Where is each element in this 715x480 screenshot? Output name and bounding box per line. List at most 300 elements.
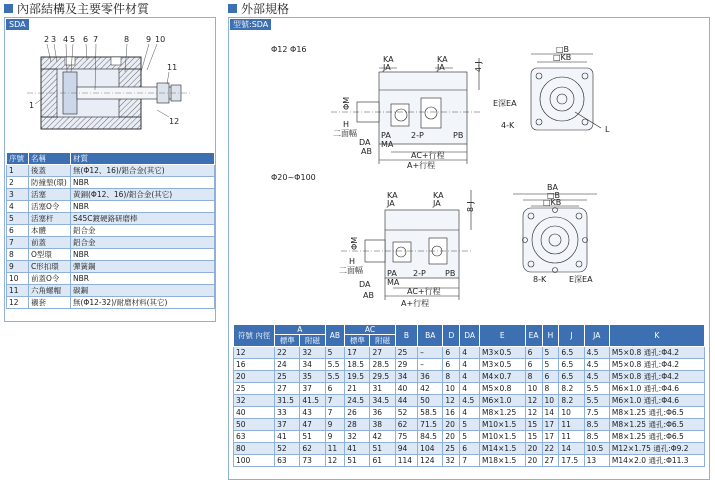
label-l: L bbox=[605, 125, 610, 134]
table-header-row bbox=[7, 153, 215, 165]
table-cell: 12 bbox=[443, 395, 460, 407]
callout-5: 5 bbox=[70, 35, 76, 44]
table-row bbox=[7, 297, 215, 309]
label-ac-stroke: AC+行程 bbox=[411, 151, 445, 160]
label-pa: PA bbox=[381, 131, 391, 140]
callout-11: 11 bbox=[167, 63, 178, 72]
table-cell: 6.5 bbox=[559, 371, 584, 383]
label-4-k: 4-K bbox=[501, 121, 515, 130]
table-cell: M10×1.5 bbox=[479, 431, 525, 443]
callout-7: 7 bbox=[93, 35, 99, 44]
table-cell: 4.5 bbox=[584, 371, 609, 383]
part-number: 7 bbox=[7, 237, 29, 249]
table-cell: 71.5 bbox=[418, 419, 443, 431]
table-cell: 28.5 bbox=[370, 359, 395, 371]
table-cell: – bbox=[418, 359, 443, 371]
table-cell: 26 bbox=[345, 407, 370, 419]
label-pa-2: PA bbox=[387, 269, 397, 278]
header-name: 名稱 bbox=[29, 153, 71, 165]
table-cell: 32 bbox=[300, 347, 325, 359]
callout-1: 1 bbox=[29, 101, 35, 110]
label-h: H bbox=[343, 120, 350, 129]
label-ja-3: JA bbox=[387, 199, 395, 208]
header-ja: JA bbox=[584, 325, 609, 347]
table-cell: M5×0.8 通孔:Φ4.2 bbox=[609, 347, 704, 359]
part-material: 鋁合金 bbox=[71, 225, 215, 237]
callout-10: 10 bbox=[155, 35, 166, 44]
table-cell: 124 bbox=[418, 455, 443, 467]
table-row bbox=[7, 177, 215, 189]
table-cell: 37 bbox=[275, 419, 300, 431]
header-d: D bbox=[443, 325, 460, 347]
table-cell: 47 bbox=[300, 419, 325, 431]
part-name: 後蓋 bbox=[29, 165, 71, 177]
section-title-external-spec bbox=[228, 1, 289, 15]
table-cell: 17 bbox=[542, 419, 559, 431]
part-name: 六角螺帽 bbox=[29, 285, 71, 297]
table-cell: 11 bbox=[559, 431, 584, 443]
table-cell: M3×0.5 bbox=[479, 347, 525, 359]
table-cell: M8×1.25 bbox=[479, 407, 525, 419]
table-cell: 8.2 bbox=[559, 383, 584, 395]
table-cell: 6 bbox=[525, 347, 542, 359]
table-cell: 29.5 bbox=[370, 371, 395, 383]
table-cell: 10 bbox=[443, 383, 460, 395]
table-cell: M14×1.5 bbox=[479, 443, 525, 455]
table-row bbox=[7, 225, 215, 237]
subheader-ac-standard: 標準 bbox=[345, 335, 370, 347]
model-tag: SDA bbox=[6, 19, 29, 30]
table-cell: 36 bbox=[418, 371, 443, 383]
table-cell: 8 bbox=[542, 383, 559, 395]
table-row bbox=[234, 395, 705, 407]
section-title-internal-structure bbox=[4, 1, 149, 15]
header-b: B bbox=[395, 325, 417, 347]
table-row bbox=[7, 261, 215, 273]
table-cell: 33 bbox=[275, 407, 300, 419]
table-cell: 51 bbox=[300, 431, 325, 443]
table-cell: 10 bbox=[542, 395, 559, 407]
callout-6: 6 bbox=[83, 35, 89, 44]
header-e: E bbox=[479, 325, 525, 347]
table-cell: 28 bbox=[345, 419, 370, 431]
label-sq-kb: □KB bbox=[553, 53, 572, 62]
table-cell: 5 bbox=[542, 347, 559, 359]
part-name: 襯套 bbox=[29, 297, 71, 309]
table-cell: 5.5 bbox=[584, 383, 609, 395]
table-cell: 5.5 bbox=[584, 395, 609, 407]
label-8-j: 8-J bbox=[466, 201, 475, 212]
table-cell: 4.5 bbox=[584, 359, 609, 371]
part-number: 3 bbox=[7, 189, 29, 201]
section-square-icon bbox=[4, 4, 13, 13]
table-cell: 10 bbox=[559, 407, 584, 419]
table-cell: 51 bbox=[370, 443, 395, 455]
header-a: A bbox=[275, 325, 325, 335]
part-number: 11 bbox=[7, 285, 29, 297]
table-cell: 24 bbox=[275, 359, 300, 371]
table-cell: 18.5 bbox=[345, 359, 370, 371]
table-cell: 8.5 bbox=[584, 419, 609, 431]
header-da: DA bbox=[460, 325, 480, 347]
table-cell: M10×1.5 bbox=[479, 419, 525, 431]
table-cell: 5.5 bbox=[325, 371, 345, 383]
table-cell: 12 bbox=[325, 455, 345, 467]
table-cell: 17 bbox=[542, 431, 559, 443]
table-cell: M6×1.0 bbox=[479, 395, 525, 407]
section-title-text: 內部結構及主要零件材質 bbox=[17, 1, 150, 16]
label-ka-2: KA bbox=[437, 55, 448, 64]
table-cell: 9 bbox=[325, 419, 345, 431]
table-cell: 41.5 bbox=[300, 395, 325, 407]
table-cell: 37 bbox=[300, 383, 325, 395]
part-number: 10 bbox=[7, 273, 29, 285]
table-cell: 19.5 bbox=[345, 371, 370, 383]
table-cell: 9 bbox=[325, 431, 345, 443]
part-material: NBR bbox=[71, 249, 215, 261]
dimension-spec-table bbox=[233, 324, 705, 467]
table-cell: 12 bbox=[525, 395, 542, 407]
part-name: 活塞 bbox=[29, 189, 71, 201]
table-cell: 20 bbox=[443, 431, 460, 443]
table-row bbox=[234, 431, 705, 443]
label-pb: PB bbox=[453, 131, 464, 140]
table-row bbox=[7, 201, 215, 213]
model-tag: 型號:SDA bbox=[230, 19, 271, 30]
label-ba: BA bbox=[547, 183, 558, 192]
label-phi-m-2: ΦM bbox=[350, 236, 359, 250]
table-cell: 27 bbox=[275, 383, 300, 395]
table-cell: 43 bbox=[300, 407, 325, 419]
table-cell: 51 bbox=[345, 455, 370, 467]
table-row bbox=[7, 213, 215, 225]
label-ka-4: KA bbox=[433, 191, 444, 200]
label-sq-b-2: □B bbox=[547, 191, 561, 200]
part-number: 9 bbox=[7, 261, 29, 273]
table-cell: 73 bbox=[300, 455, 325, 467]
table-cell: 20 bbox=[443, 419, 460, 431]
table-cell: 6 bbox=[460, 443, 480, 455]
table-cell: 5 bbox=[460, 431, 480, 443]
header-symbol-bore: 符號 內徑 bbox=[234, 325, 275, 347]
table-cell: 14 bbox=[542, 407, 559, 419]
label-small-bore: Φ12 Φ16 bbox=[271, 45, 307, 54]
table-cell: 20 bbox=[234, 371, 275, 383]
table-cell: 5 bbox=[460, 419, 480, 431]
callout-8: 8 bbox=[124, 35, 130, 44]
table-cell: 25 bbox=[395, 347, 417, 359]
table-cell: 6 bbox=[542, 371, 559, 383]
table-cell: 36 bbox=[370, 407, 395, 419]
table-cell: 27 bbox=[370, 347, 395, 359]
table-cell: M8×1.25 通孔:Φ6.5 bbox=[609, 419, 704, 431]
label-h-2: H bbox=[349, 257, 356, 266]
table-cell: M3×0.5 bbox=[479, 359, 525, 371]
label-ac-stroke-2: AC+行程 bbox=[407, 287, 441, 296]
table-cell: 7 bbox=[460, 455, 480, 467]
external-spec-panel bbox=[228, 17, 710, 480]
table-cell: 104 bbox=[418, 443, 443, 455]
part-material: 無(Φ12、16)/鋁合金(其它) bbox=[71, 165, 215, 177]
subheader-a-standard: 標準 bbox=[275, 335, 300, 347]
header-material: 材質 bbox=[71, 153, 215, 165]
table-cell: 42 bbox=[370, 431, 395, 443]
label-ab-2: AB bbox=[363, 291, 374, 300]
table-row bbox=[234, 383, 705, 395]
table-cell: M8×1.25 通孔:Φ6.5 bbox=[609, 407, 704, 419]
part-number: 8 bbox=[7, 249, 29, 261]
table-cell: 6 bbox=[525, 359, 542, 371]
callout-12: 12 bbox=[169, 117, 180, 126]
table-cell: 31.5 bbox=[275, 395, 300, 407]
header-ab: AB bbox=[325, 325, 345, 347]
table-cell: 4 bbox=[460, 347, 480, 359]
table-cell: M18×1.5 bbox=[479, 455, 525, 467]
table-row bbox=[234, 443, 705, 455]
table-row bbox=[7, 285, 215, 297]
table-cell: 8.2 bbox=[559, 395, 584, 407]
table-cell: 41 bbox=[345, 443, 370, 455]
label-ma: MA bbox=[381, 140, 394, 149]
label-e-depth-2: E深EA bbox=[569, 275, 593, 284]
label-a-stroke-2: A+行程 bbox=[401, 299, 430, 308]
table-cell: 4 bbox=[460, 407, 480, 419]
label-large-bore: Φ20~Φ100 bbox=[271, 173, 316, 182]
table-row bbox=[7, 249, 215, 261]
table-cell: 6.5 bbox=[559, 347, 584, 359]
table-cell: 6.5 bbox=[559, 359, 584, 371]
table-cell: 52 bbox=[395, 407, 417, 419]
table-cell: 15 bbox=[525, 419, 542, 431]
table-cell: M12×1.75 通孔:Φ9.2 bbox=[609, 443, 704, 455]
label-4-j: 4-J bbox=[474, 61, 483, 72]
table-cell: 6 bbox=[443, 359, 460, 371]
table-cell: 8 bbox=[525, 371, 542, 383]
table-cell: M5×0.8 bbox=[479, 383, 525, 395]
table-cell: 44 bbox=[395, 395, 417, 407]
label-da-2: DA bbox=[359, 280, 371, 289]
label-ja-4: JA bbox=[433, 199, 441, 208]
table-cell: 16 bbox=[234, 359, 275, 371]
header-h: H bbox=[542, 325, 559, 347]
callout-2: 2 bbox=[44, 35, 50, 44]
part-name: 防撞墊(環) bbox=[29, 177, 71, 189]
label-two-face: 二面幅 bbox=[333, 129, 357, 138]
part-material: NBR bbox=[71, 177, 215, 189]
table-cell: 20 bbox=[525, 443, 542, 455]
subheader-ac-magnetic: 附磁 bbox=[370, 335, 395, 347]
table-cell: 5.5 bbox=[325, 359, 345, 371]
cylinder-cross-section-drawing bbox=[7, 32, 213, 152]
table-row bbox=[7, 237, 215, 249]
table-cell: 17 bbox=[345, 347, 370, 359]
label-two-face-2: 二面幅 bbox=[339, 266, 363, 275]
table-cell: 63 bbox=[234, 431, 275, 443]
table-cell: 40 bbox=[234, 407, 275, 419]
dimension-drawings bbox=[231, 32, 707, 334]
table-cell: 25 bbox=[234, 383, 275, 395]
part-name: 前蓋O令 bbox=[29, 273, 71, 285]
table-header-row bbox=[234, 325, 705, 335]
table-cell: 94 bbox=[395, 443, 417, 455]
table-cell: 17.5 bbox=[559, 455, 584, 467]
table-row bbox=[234, 455, 705, 467]
table-cell: 34.5 bbox=[370, 395, 395, 407]
section-square-icon bbox=[228, 4, 237, 13]
table-cell: – bbox=[418, 347, 443, 359]
table-cell: 11 bbox=[559, 419, 584, 431]
header-no: 序號 bbox=[7, 153, 29, 165]
part-name: O型環 bbox=[29, 249, 71, 261]
label-ja-2: JA bbox=[437, 63, 445, 72]
label-sq-kb-2: □KB bbox=[543, 198, 562, 207]
part-number: 4 bbox=[7, 201, 29, 213]
header-j: J bbox=[559, 325, 584, 347]
table-cell: 29 bbox=[395, 359, 417, 371]
table-cell: 42 bbox=[418, 383, 443, 395]
label-ka-3: KA bbox=[387, 191, 398, 200]
table-cell: 5 bbox=[542, 359, 559, 371]
part-name: 本體 bbox=[29, 225, 71, 237]
part-number: 5 bbox=[7, 213, 29, 225]
label-ja-1: JA bbox=[383, 63, 391, 72]
table-cell: 80 bbox=[234, 443, 275, 455]
table-cell: 14 bbox=[559, 443, 584, 455]
table-row bbox=[234, 407, 705, 419]
table-row bbox=[7, 165, 215, 177]
table-cell: 40 bbox=[395, 383, 417, 395]
table-cell: 8.5 bbox=[584, 431, 609, 443]
part-material: 無(Φ12-32)/耐磨材料(其它) bbox=[71, 297, 215, 309]
table-cell: 63 bbox=[275, 455, 300, 467]
table-cell: 58.5 bbox=[418, 407, 443, 419]
table-cell: 5 bbox=[325, 347, 345, 359]
table-cell: M6×1.0 通孔:Φ4.6 bbox=[609, 395, 704, 407]
table-cell: 34 bbox=[395, 371, 417, 383]
table-cell: 7 bbox=[325, 395, 345, 407]
callout-9: 9 bbox=[146, 35, 152, 44]
callout-3: 3 bbox=[51, 35, 57, 44]
table-cell: 12 bbox=[525, 407, 542, 419]
label-a-stroke: A+行程 bbox=[407, 161, 436, 170]
header-k: K bbox=[609, 325, 704, 347]
table-cell: 38 bbox=[370, 419, 395, 431]
table-cell: 7 bbox=[325, 407, 345, 419]
table-row bbox=[234, 347, 705, 359]
table-cell: 32 bbox=[234, 395, 275, 407]
internal-structure-panel bbox=[4, 17, 216, 322]
table-cell: 12 bbox=[234, 347, 275, 359]
table-cell: 100 bbox=[234, 455, 275, 467]
table-cell: 22 bbox=[275, 347, 300, 359]
header-ba: BA bbox=[418, 325, 443, 347]
table-cell: 21 bbox=[345, 383, 370, 395]
parts-material-table bbox=[6, 152, 215, 309]
table-cell: 8 bbox=[443, 371, 460, 383]
callout-4: 4 bbox=[63, 35, 69, 44]
table-cell: 75 bbox=[395, 431, 417, 443]
table-row bbox=[234, 371, 705, 383]
table-cell: 114 bbox=[395, 455, 417, 467]
table-cell: 10.5 bbox=[584, 443, 609, 455]
table-cell: 50 bbox=[234, 419, 275, 431]
label-sq-b: □B bbox=[556, 45, 570, 54]
table-cell: 41 bbox=[275, 431, 300, 443]
table-cell: 34 bbox=[300, 359, 325, 371]
table-cell: 20 bbox=[525, 455, 542, 467]
table-cell: 4.5 bbox=[460, 395, 480, 407]
table-cell: 7.5 bbox=[584, 407, 609, 419]
table-row bbox=[7, 273, 215, 285]
header-ac: AC bbox=[345, 325, 395, 335]
table-row bbox=[234, 359, 705, 371]
subheader-a-magnetic: 附磁 bbox=[300, 335, 325, 347]
table-cell: 84.5 bbox=[418, 431, 443, 443]
table-cell: 4.5 bbox=[584, 347, 609, 359]
table-cell: 4 bbox=[460, 383, 480, 395]
label-2-p-2: 2-P bbox=[413, 269, 426, 278]
part-number: 2 bbox=[7, 177, 29, 189]
table-cell: 22 bbox=[542, 443, 559, 455]
table-cell: 27 bbox=[542, 455, 559, 467]
section-title-text: 外部規格 bbox=[241, 1, 290, 16]
part-material: 鋁合金 bbox=[71, 237, 215, 249]
part-material: 碳鋼 bbox=[71, 285, 215, 297]
table-cell: M8×1.25 通孔:Φ6.5 bbox=[609, 431, 704, 443]
label-ma-2: MA bbox=[387, 278, 400, 287]
label-pb-2: PB bbox=[445, 269, 456, 278]
part-name: 前蓋 bbox=[29, 237, 71, 249]
table-cell: 16 bbox=[443, 407, 460, 419]
table-row bbox=[234, 419, 705, 431]
part-name: 活塞杆 bbox=[29, 213, 71, 225]
table-cell: 4 bbox=[460, 359, 480, 371]
table-cell: 31 bbox=[370, 383, 395, 395]
table-cell: 35 bbox=[300, 371, 325, 383]
part-material: 彈簧鋼 bbox=[71, 261, 215, 273]
table-cell: 52 bbox=[275, 443, 300, 455]
part-material: 黃銅(Φ12、16)/鋁合金(其它) bbox=[71, 189, 215, 201]
label-da: DA bbox=[359, 138, 371, 147]
table-cell: 62 bbox=[300, 443, 325, 455]
table-cell: M5×0.8 通孔:Φ4.2 bbox=[609, 371, 704, 383]
table-cell: 50 bbox=[418, 395, 443, 407]
table-cell: 6 bbox=[443, 347, 460, 359]
table-cell: 32 bbox=[443, 455, 460, 467]
part-material: NBR bbox=[71, 201, 215, 213]
table-cell: 25 bbox=[443, 443, 460, 455]
table-cell: M14×2.0 通孔:Φ11.3 bbox=[609, 455, 704, 467]
table-cell: 15 bbox=[525, 431, 542, 443]
table-cell: 32 bbox=[345, 431, 370, 443]
part-number: 12 bbox=[7, 297, 29, 309]
label-e-depth: E深EA bbox=[493, 99, 517, 108]
table-cell: 62 bbox=[395, 419, 417, 431]
table-cell: 11 bbox=[325, 443, 345, 455]
table-cell: 61 bbox=[370, 455, 395, 467]
label-8-k: 8-K bbox=[533, 275, 547, 284]
part-material: NBR bbox=[71, 273, 215, 285]
label-ab: AB bbox=[361, 147, 372, 156]
table-cell: 13 bbox=[584, 455, 609, 467]
table-cell: 6 bbox=[325, 383, 345, 395]
table-cell: 10 bbox=[525, 383, 542, 395]
table-cell: 24.5 bbox=[345, 395, 370, 407]
table-cell: M6×1.0 通孔:Φ4.6 bbox=[609, 383, 704, 395]
table-cell: 25 bbox=[275, 371, 300, 383]
part-material: S45C鍍硬鉻研磨棒 bbox=[71, 213, 215, 225]
label-ka-1: KA bbox=[383, 55, 394, 64]
